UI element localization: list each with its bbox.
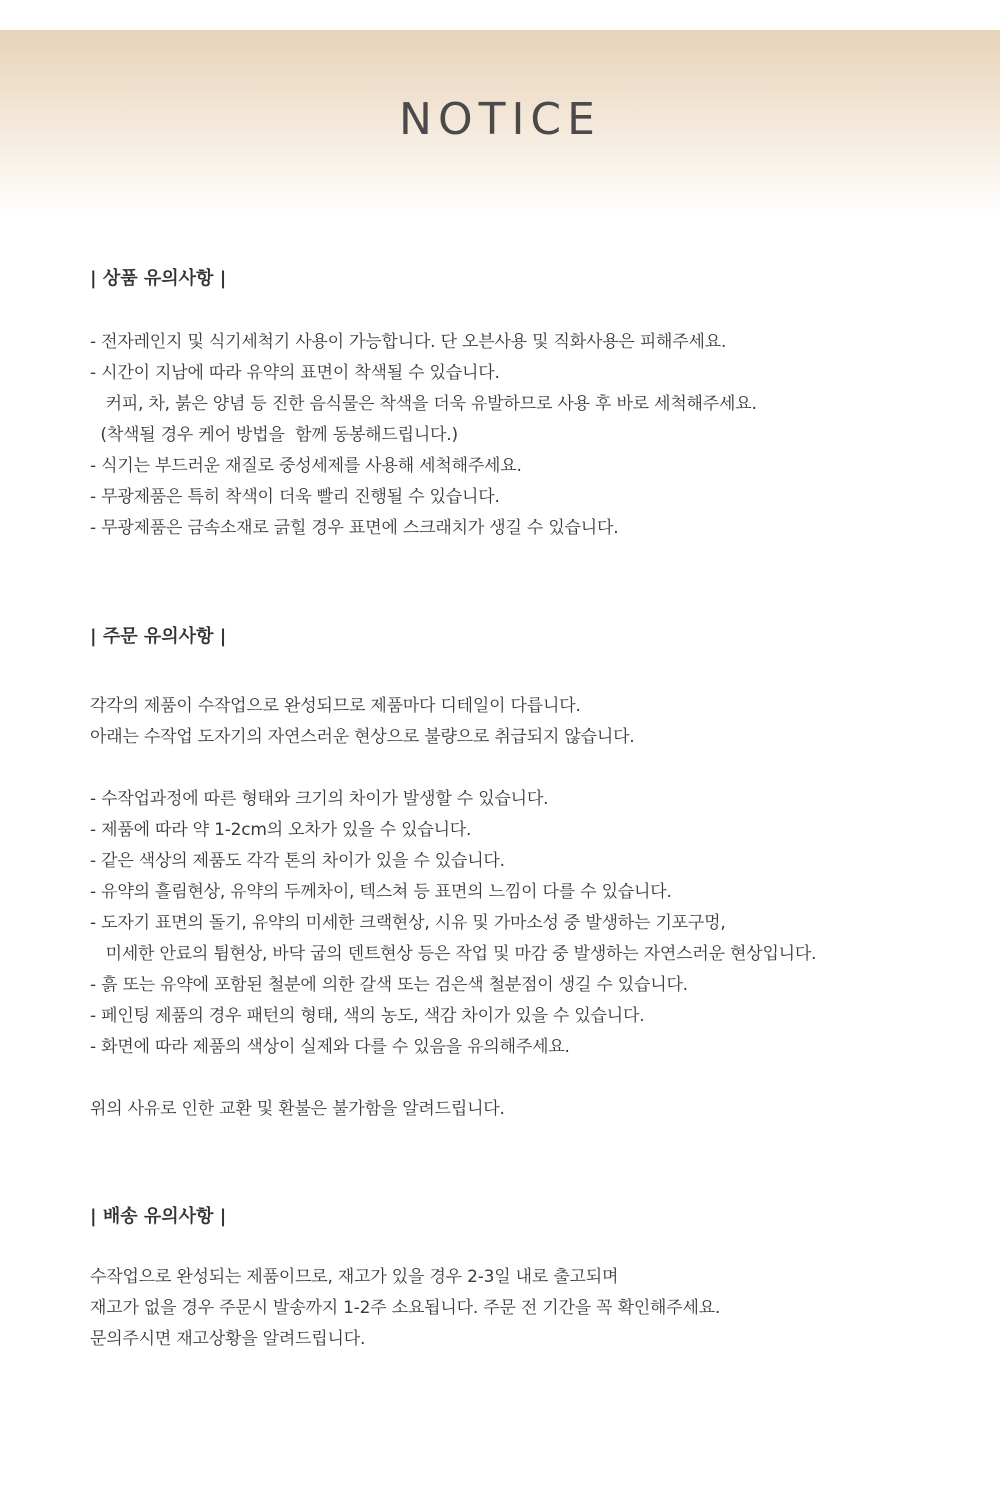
section-title: | 상품 유의사항 | <box>90 268 227 289</box>
notice-line: - 유약의 흘림현상, 유약의 두께차이, 텍스쳐 등 표면의 느낌이 다를 수 있습니다. <box>90 882 672 902</box>
notice-line: - 수작업과정에 따른 형태와 크기의 차이가 발생할 수 있습니다. <box>90 789 549 809</box>
order-notice-section <box>90 622 970 652</box>
notice-line: - 같은 색상의 제품도 각각 톤의 차이가 있을 수 있습니다. <box>90 851 505 871</box>
intro-line: 아래는 수작업 도자기의 자연스러운 현상으로 불량으로 취급되지 않습니다. <box>90 727 635 747</box>
order-notice-list <box>90 691 970 1125</box>
notice-line: 문의주시면 재고상황을 알려드립니다. <box>90 1329 366 1349</box>
notice-line: - 제품에 따라 약 1-2cm의 오차가 있을 수 있습니다. <box>90 820 472 840</box>
notice-title: NOTICE <box>399 94 601 145</box>
notice-line: - 도자기 표면의 돌기, 유약의 미세한 크랙현상, 시유 및 가마소성 중 발생하는 기포구멍, <box>90 913 726 933</box>
section-title: | 배송 유의사항 | <box>90 1206 227 1227</box>
notice-line: 커피, 차, 붉은 양념 등 진한 음식물은 착색을 더욱 유발하므로 사용 후 바로 세척해주세요. <box>90 394 757 414</box>
intro-line: 각각의 제품이 수작업으로 완성되므로 제품마다 디테일이 다릅니다. <box>90 696 581 716</box>
product-notice-section <box>90 264 970 294</box>
spacer <box>90 753 970 784</box>
section-title: | 주문 유의사항 | <box>90 626 227 647</box>
notice-line: - 무광제품은 금속소재로 긁힐 경우 표면에 스크래치가 생길 수 있습니다. <box>90 518 619 538</box>
product-notice-list <box>90 327 970 544</box>
notice-line: 미세한 안료의 튐현상, 바닥 굽의 덴트현상 등은 작업 및 마감 중 발생하는 자연스러운 현상입니다. <box>90 944 817 964</box>
shipping-notice-section <box>90 1202 970 1232</box>
notice-line: - 식기는 부드러운 재질로 중성세제를 사용해 세척해주세요. <box>90 456 522 476</box>
notice-line: - 흙 또는 유약에 포함된 철분에 의한 갈색 또는 검은색 철분점이 생길 수 있습니다. <box>90 975 688 995</box>
notice-line: 수작업으로 완성되는 제품이므로, 재고가 있을 경우 2-3일 내로 출고되며 <box>90 1267 619 1287</box>
notice-line: - 전자레인지 및 식기세척기 사용이 가능합니다. 단 오븐사용 및 직화사용은 피해주세요. <box>90 332 727 352</box>
outro-line: 위의 사유로 인한 교환 및 환불은 불가함을 알려드립니다. <box>90 1099 505 1119</box>
notice-line: - 페인팅 제품의 경우 패턴의 형태, 색의 농도, 색감 차이가 있을 수 있습니다. <box>90 1006 645 1026</box>
shipping-notice-list <box>90 1262 970 1355</box>
notice-line: 재고가 없을 경우 주문시 발송까지 1-2주 소요됩니다. 주문 전 기간을 꼭 확인해주세요. <box>90 1298 721 1318</box>
notice-line: (착색될 경우 케어 방법을 함께 동봉해드립니다.) <box>90 425 458 445</box>
notice-line: - 화면에 따라 제품의 색상이 실제와 다를 수 있음을 유의해주세요. <box>90 1037 570 1057</box>
spacer <box>90 1063 970 1094</box>
notice-line: - 시간이 지남에 따라 유약의 표면이 착색될 수 있습니다. <box>90 363 500 383</box>
notice-line: - 무광제품은 특히 착색이 더욱 빨리 진행될 수 있습니다. <box>90 487 500 507</box>
